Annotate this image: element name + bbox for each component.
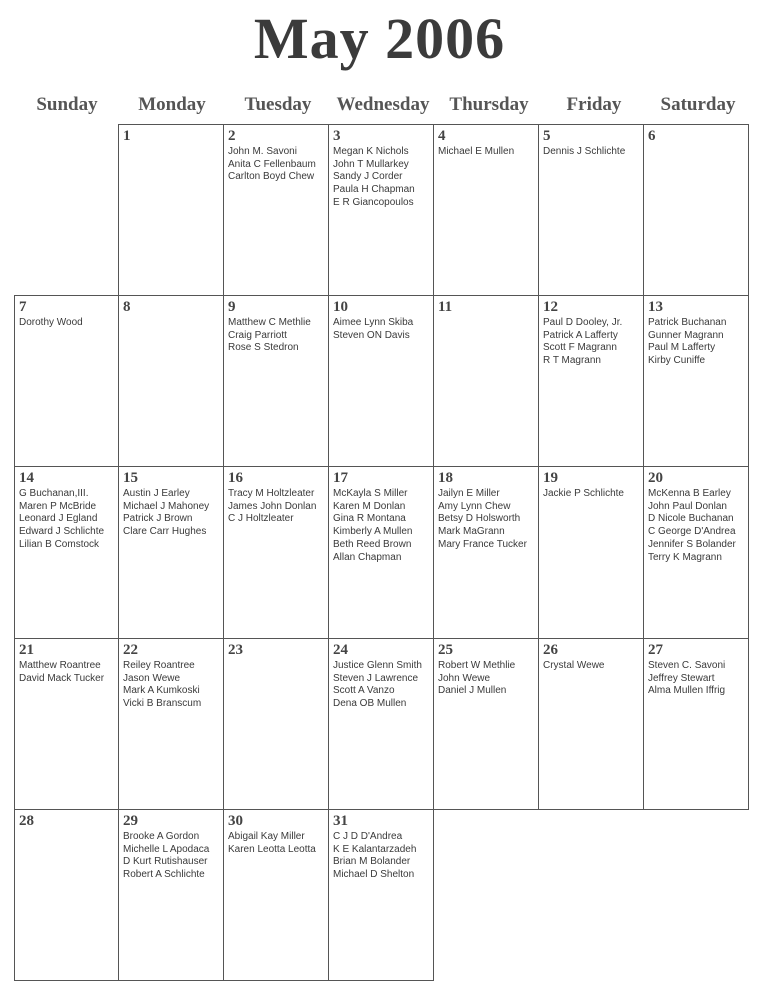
day-cell-12: [538, 295, 643, 466]
person-name: Patrick J Brown: [123, 513, 193, 525]
person-name: Tracy M Holtzleater: [228, 488, 315, 499]
person-name: Jackie P Schlichte: [543, 488, 624, 499]
person-name: John T Mullarkey: [333, 158, 409, 170]
day-number: 30: [228, 813, 243, 829]
day-number: 15: [123, 470, 138, 486]
day-cell-1: [118, 124, 223, 295]
person-name: Leonard J Egland: [19, 513, 98, 525]
day-cell-15: [118, 466, 223, 638]
day-cell-26: [538, 638, 643, 810]
person-name: Patrick Buchanan: [648, 317, 727, 328]
names-list: [648, 488, 746, 564]
person-name: Scott A Vanzo: [333, 685, 395, 697]
person-name: Patrick A Lafferty: [543, 329, 618, 341]
day-cell-23: [223, 638, 328, 809]
day-cell-13: [643, 295, 749, 466]
person-name: R T Magrann: [543, 355, 601, 367]
day-cell-18: [433, 466, 538, 638]
day-cell-8: [118, 295, 223, 466]
names-list: [438, 488, 536, 552]
names-list: [438, 146, 536, 159]
person-name: Maren P McBride: [19, 500, 97, 512]
person-name: Betsy D Holsworth: [438, 513, 521, 525]
person-name: Allan Chapman: [333, 551, 402, 563]
person-name: Michael E Mullen: [438, 146, 515, 157]
person-name: Brooke A Gordon: [123, 831, 200, 842]
person-name: Craig Parriott: [228, 329, 287, 341]
person-name: Carlton Boyd Chew: [228, 171, 315, 183]
person-name: Daniel J Mullen: [438, 685, 507, 697]
names-list: [19, 660, 116, 685]
day-cell-14: [14, 466, 118, 638]
names-list: [543, 488, 641, 501]
names-list: [228, 317, 326, 355]
day-number: 11: [438, 299, 453, 315]
day-cell-31: [328, 809, 434, 981]
names-list: [333, 660, 431, 711]
weekday-header-monday: Monday: [138, 94, 206, 115]
person-name: G Buchanan,III.: [19, 488, 89, 499]
day-number: 12: [543, 299, 558, 315]
day-number: 31: [333, 813, 348, 829]
person-name: Robert W Methlie: [438, 660, 516, 671]
person-name: Jennifer S Bolander: [648, 538, 736, 550]
person-name: McKenna B Earley: [648, 488, 731, 499]
person-name: Paul D Dooley, Jr.: [543, 317, 623, 328]
person-name: Jason Wewe: [123, 672, 181, 684]
person-name: C George D'Andrea: [648, 526, 736, 538]
day-number: 20: [648, 470, 663, 486]
names-list: [333, 317, 431, 342]
day-number: 10: [333, 299, 348, 315]
day-number: 17: [333, 470, 348, 486]
names-list: [19, 488, 116, 552]
person-name: Clare Carr Hughes: [123, 526, 207, 538]
person-name: Aimee Lynn Skiba: [333, 317, 414, 328]
names-list: [123, 488, 221, 539]
person-name: Gunner Magrann: [648, 329, 724, 341]
person-name: Alma Mullen Iffrig: [648, 685, 726, 697]
person-name: Sandy J Corder: [333, 171, 403, 183]
day-cell-28: [14, 809, 118, 981]
day-number: 6: [648, 128, 656, 144]
person-name: Vicki B Branscum: [123, 698, 202, 710]
person-name: John Paul Donlan: [648, 500, 727, 512]
day-cell-27: [643, 638, 749, 810]
person-name: Karen M Donlan: [333, 500, 406, 512]
person-name: James John Donlan: [228, 500, 317, 512]
person-name: Matthew Roantree: [19, 660, 101, 671]
person-name: John Wewe: [438, 672, 491, 684]
person-name: E R Giancopoulos: [333, 196, 414, 208]
person-name: David Mack Tucker: [19, 672, 105, 684]
day-number: 28: [19, 813, 34, 829]
day-number: 16: [228, 470, 243, 486]
person-name: McKayla S Miller: [333, 488, 408, 499]
person-name: Brian M Bolander: [333, 856, 411, 868]
day-number: 29: [123, 813, 138, 829]
person-name: D Kurt Rutishauser: [123, 856, 208, 868]
day-number: 22: [123, 642, 138, 658]
person-name: Edward J Schlichte: [19, 526, 105, 538]
day-number: 24: [333, 642, 348, 658]
day-number: 7: [19, 299, 27, 315]
day-cell-16: [223, 466, 328, 638]
names-list: [228, 488, 326, 526]
day-number: 26: [543, 642, 558, 658]
person-name: Karen Leotta Leotta: [228, 843, 316, 855]
weekday-header-friday: Friday: [566, 94, 622, 115]
day-cell-24: [328, 638, 433, 809]
day-cell-5: [538, 124, 643, 295]
day-cell-10: [328, 295, 433, 466]
weekday-header-tuesday: Tuesday: [244, 94, 312, 115]
day-cell-7: [14, 295, 118, 466]
names-list: [438, 660, 536, 698]
person-name: Mark MaGrann: [438, 526, 505, 538]
person-name: Steven C. Savoni: [648, 660, 726, 671]
person-name: Kirby Cuniffe: [648, 355, 706, 367]
weekday-header-saturday: Saturday: [660, 94, 736, 115]
person-name: D Nicole Buchanan: [648, 513, 734, 525]
person-name: C J Holtzleater: [228, 513, 294, 525]
person-name: Steven J Lawrence: [333, 672, 419, 684]
person-name: Paul M Lafferty: [648, 342, 716, 354]
person-name: Robert A Schlichte: [123, 869, 205, 881]
day-cell-11: [433, 295, 538, 466]
day-number: 9: [228, 299, 236, 315]
person-name: Reiley Roantree: [123, 660, 195, 671]
person-name: Crystal Wewe: [543, 660, 605, 671]
person-name: Amy Lynn Chew: [438, 500, 511, 512]
person-name: Rose S Stedron: [228, 342, 299, 354]
person-name: John M. Savoni: [228, 146, 297, 157]
day-number: 8: [123, 299, 131, 315]
day-number: 25: [438, 642, 453, 658]
person-name: Jailyn E Miller: [438, 488, 500, 499]
names-list: [333, 831, 431, 882]
day-cell-4: [433, 124, 538, 295]
person-name: Scott F Magrann: [543, 342, 617, 354]
day-number: 27: [648, 642, 663, 658]
weekday-header-wednesday: Wednesday: [336, 94, 430, 115]
person-name: Austin J Earley: [123, 488, 190, 499]
calendar-title: May 2006: [253, 6, 506, 71]
day-number: 14: [19, 470, 34, 486]
person-name: K E Kalantarzadeh: [333, 843, 417, 855]
day-number: 1: [123, 128, 131, 144]
person-name: Dennis J Schlichte: [543, 146, 626, 157]
person-name: Justice Glenn Smith: [333, 660, 422, 671]
person-name: Gina R Montana: [333, 513, 406, 525]
person-name: Megan K Nichols: [333, 146, 409, 157]
person-name: Mark A Kumkoski: [123, 685, 200, 697]
names-list: [333, 488, 431, 564]
names-list: [123, 831, 221, 882]
day-cell-17: [328, 466, 433, 638]
day-cell-2: [223, 124, 328, 295]
day-number: 3: [333, 128, 341, 144]
names-list: [543, 317, 641, 368]
person-name: Kimberly A Mullen: [333, 526, 413, 538]
person-name: Beth Reed Brown: [333, 538, 412, 550]
day-cell-25: [433, 638, 538, 810]
day-number: 5: [543, 128, 551, 144]
day-cell-30: [223, 809, 328, 981]
day-cell-6: [643, 124, 749, 295]
person-name: Anita C Fellenbaum: [228, 158, 316, 170]
names-list: [228, 146, 326, 184]
person-name: Michael J Mahoney: [123, 500, 210, 512]
day-cell-21: [14, 638, 118, 809]
names-list: [123, 660, 221, 711]
day-cell-29: [118, 809, 223, 981]
day-number: 4: [438, 128, 446, 144]
person-name: Lilian B Comstock: [19, 538, 100, 550]
names-list: [333, 146, 431, 210]
day-number: 21: [19, 642, 34, 658]
weekday-header-thursday: Thursday: [449, 94, 529, 115]
names-list: [543, 146, 641, 159]
person-name: Terry K Magrann: [648, 551, 722, 563]
person-name: Jeffrey Stewart: [648, 672, 715, 684]
person-name: Dorothy Wood: [19, 317, 83, 328]
day-number: 2: [228, 128, 236, 144]
person-name: Dena OB Mullen: [333, 698, 407, 710]
day-number: 23: [228, 642, 243, 658]
person-name: Mary France Tucker: [438, 538, 527, 550]
names-list: [648, 317, 746, 368]
person-name: Paula H Chapman: [333, 184, 415, 196]
day-number: 18: [438, 470, 453, 486]
day-cell-9: [223, 295, 328, 466]
person-name: Michael D Shelton: [333, 869, 415, 881]
weekday-header-sunday: Sunday: [36, 94, 98, 115]
person-name: Steven ON Davis: [333, 329, 410, 341]
names-list: [19, 317, 116, 330]
day-cell-19: [538, 466, 643, 638]
person-name: C J D D'Andrea: [333, 831, 403, 842]
person-name: Matthew C Methlie: [228, 317, 311, 328]
day-number: 13: [648, 299, 663, 315]
names-list: [648, 660, 746, 698]
day-cell-22: [118, 638, 223, 809]
day-cell-20: [643, 466, 749, 638]
names-list: [543, 660, 641, 673]
day-number: 19: [543, 470, 558, 486]
names-list: [228, 831, 326, 856]
person-name: Abigail Kay Miller: [228, 831, 305, 842]
person-name: Michelle L Apodaca: [123, 843, 210, 855]
day-cell-3: [328, 124, 433, 295]
